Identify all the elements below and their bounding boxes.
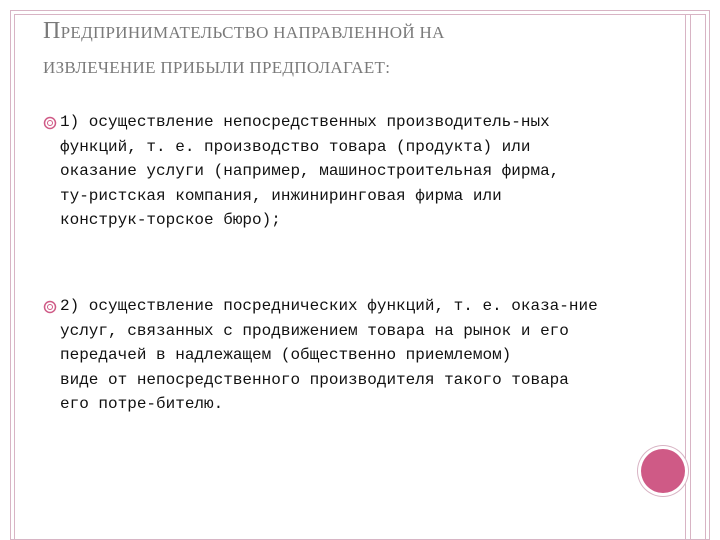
bullet-line: его потре-бителю. (60, 395, 224, 413)
bullet-item-2 (42, 294, 642, 417)
bullet-item-1 (42, 110, 642, 233)
bullet-line: конструк-торское бюро); (60, 211, 281, 229)
title-initial: П (43, 18, 61, 44)
bullet-ring-icon (42, 115, 58, 131)
bullet-line: услуг, связанных с продвижением товара на рынок и его (60, 321, 569, 340)
bullet-line: 2) осуществление посреднических функций, т. е. оказа-ние (60, 297, 598, 315)
bullet-ring-icon (42, 299, 58, 315)
side-stripe-line (690, 14, 691, 540)
bullet-text-2 (60, 294, 630, 417)
bullet-text-1 (60, 110, 630, 233)
bullet-line: 1) осуществление непосредственных производитель-ных (60, 113, 550, 131)
bullet-line: функций, т. е. производство товара (продукта) или (60, 137, 531, 156)
bullet-line: оказание услуги (например, машиностроительная фирма, (60, 162, 560, 180)
bullet-line: передачей в надлежащем (общественно приемлемом) (60, 346, 512, 364)
bullet-line: ту-ристская компания, инжиниринговая фирма или (60, 186, 502, 205)
slide-title (43, 14, 643, 86)
bullet-line: виде от непосредственного производителя такого товара (60, 370, 569, 389)
title-line-2: ИЗВЛЕЧЕНИЕ ПРИБЫЛИ ПРЕДПОЛАГАЕТ: (43, 58, 391, 77)
side-stripe-line (685, 14, 686, 540)
decorative-circle (641, 449, 685, 493)
title-line-1: РЕДПРИНИМАТЕЛЬСТВО НАПРАВЛЕННОЙ НА (60, 23, 445, 42)
slide-frame-inner (14, 14, 706, 540)
